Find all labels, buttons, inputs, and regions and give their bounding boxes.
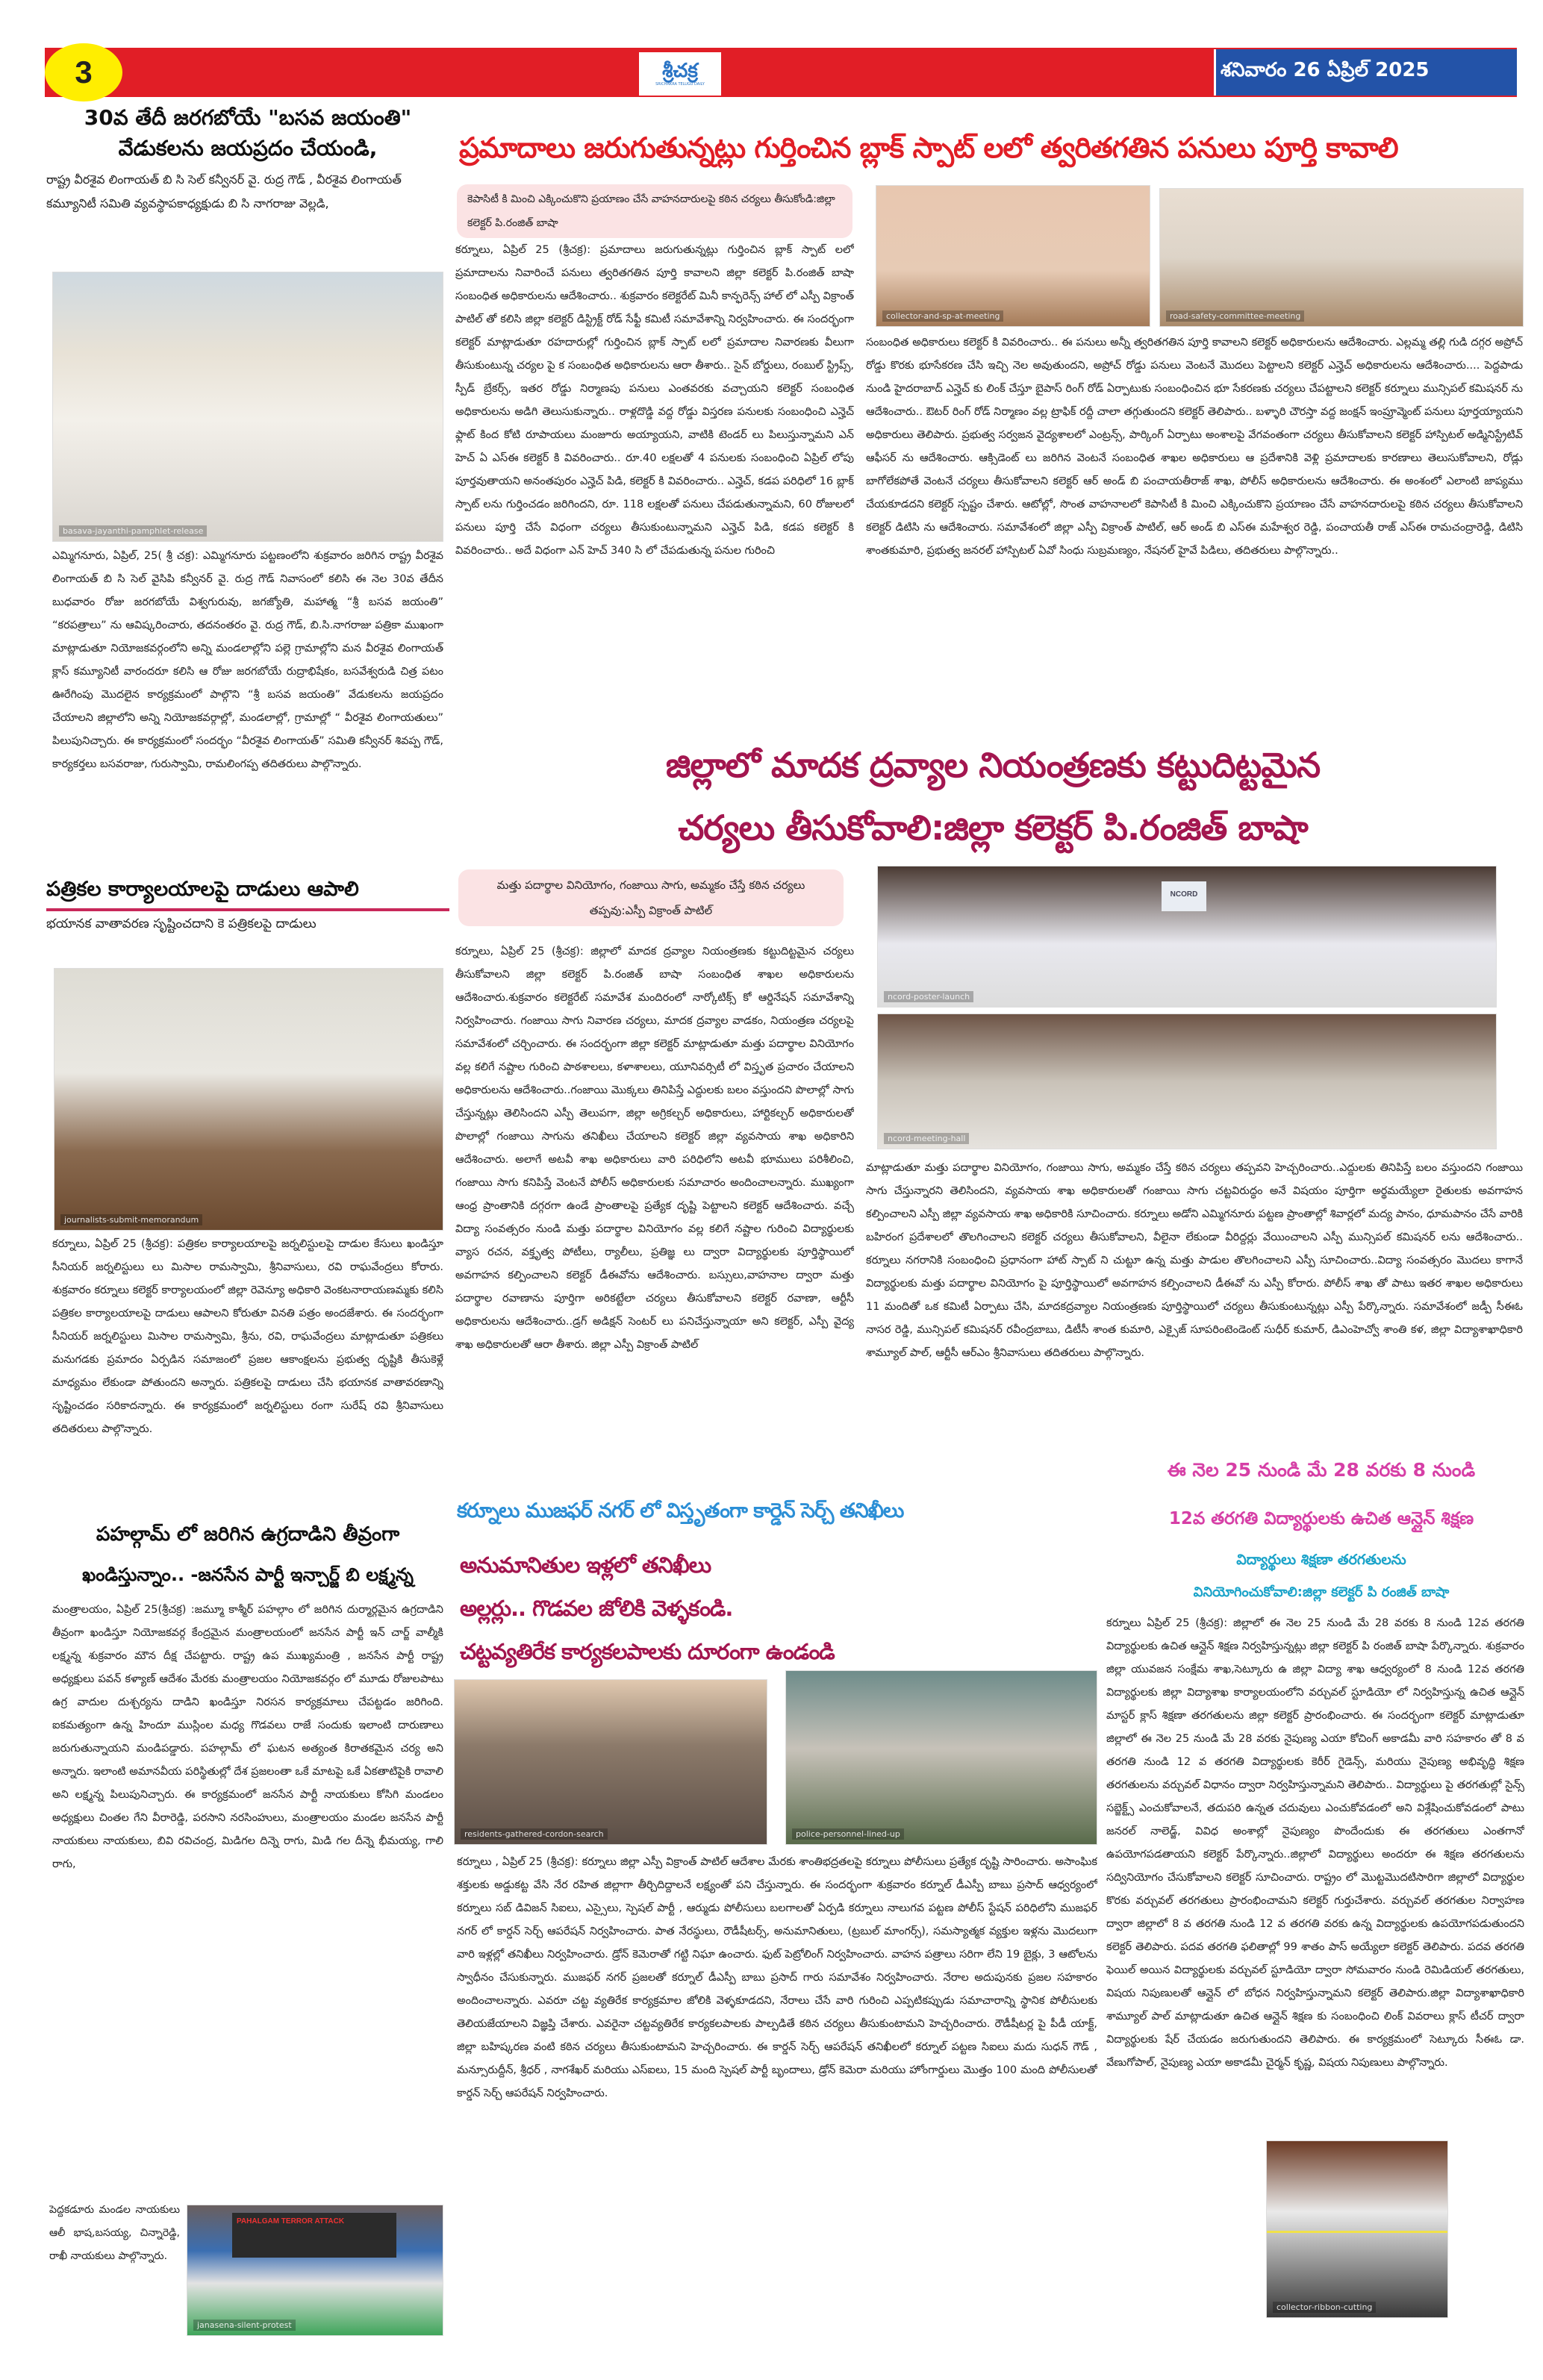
cordon-photo-1 (454, 1679, 767, 1845)
issue-date-text: శనివారం 26 ఏప్రిల్ 2025 (1221, 59, 1430, 81)
janasena-headline-line2: ఖండిస్తున్నాం.. -జనసేన పార్టీ ఇన్చార్జ్ బి లక్ష్మన్న (82, 1564, 414, 1585)
drugs-photo-1-alt: ncord-poster-launch (884, 991, 973, 1002)
cordon-sub-2: అల్లర్లు.. గొడవల జోలికి వెళ్ళకండి. (460, 1596, 733, 1621)
online-headline-line2: 12వ తరగతి విద్యార్థులకు ఉచిత ఆన్లైన్ శిక్షణ (1168, 1509, 1474, 1528)
drugs-photo-2-alt: ncord-meeting-hall (884, 1133, 969, 1144)
press-photo-alt: journalists-submit-memorandum (60, 1214, 202, 1225)
janasena-body: మంత్రాలయం, ఏప్రిల్ 25(శ్రీచక్ర) :జమ్మూ కాశ్మీర్ పహల్గాం లో జరిగిన దుర్మార్గమైన ఉగ్రదాడిని తీవ్రంగా ఖండిస్తూ నియోజకవర్గ కేంద్రమైన మంత్రాలయంలో జనసేన పార్టీ ఇన్ చార్జ్ వాల్మీకి లక్ష్మన్న శుక్రవారం మౌన దీక్ష చేపట్టారు. రాష్ట్ర ఉప ముఖ్యమంత్రి , జనసేన పార్టీ రాష్ట్ర అధ్యక్షులు పవన్ కళ్యాణ్ ఆదేశం మేరకు మంత్రాలయం నియోజకవర్గం లో మూడు రోజులపాటు ఉగ్ర వాదుల దుశ్చర్యను దాడిని ఖండిస్తూ నిరసన కార్యక్రమాలు చేపట్టడం జరిగింది. ఐకమత్యంగా ఉన్న హిందూ ముస్లింల మధ్య గొడవలు రాజే సందుకు ఇలాంటి దారుణాలు జరుగుతున్నాయని మండిపడ్డారు. పహల్గామ్ లో ఘటన అత్యంత కిరాతకమైన చర్య అని అన్నారు. ఇలాంటి అమానవీయ పరిస్థితుల్లో దేశ ప్రజలంతా ఒకే మాటపై ఒకే ఏకతాటిపైకి రావాలి అని లక్ష్మన్న పిలుపునిచ్చారు. ఈ కార్యక్రమంలో జనసేన పార్టీ నాయకులు కోసిగి మండలం అధ్యక్షులు చింతల గేని వీరారెడ్డి, పరసాని నరసింహులు, మంత్రాలయం మండల జనసేన పార్టీ నాయకులు నాయకులు, బివి రవిచంద్ర, మిడిగల దిన్నె రాగు, మిడి గల దీన్నె భీమయ్య, గాలి రాగు, (52, 1604, 443, 1870)
online-headline-line1: ఈ నెల 25 నుండి మే 28 వరకు 8 నుండి (1167, 1459, 1476, 1481)
online-sub-line2: వినియోగించుకోవాలి:జిల్లా కలెక్టర్ పి రంజిత్ బాషా (1193, 1584, 1450, 1600)
basava-photo-alt: basava-jayanthi-pamphlet-release (59, 525, 207, 537)
press-headline: పత్రికల కార్యాలయాలపై దాడులు ఆపాలి (46, 878, 359, 901)
logo-text: శ్రీచక్ర (662, 60, 698, 82)
janasena-photo-alt: janasena-silent-protest (193, 2320, 296, 2331)
basava-photo (52, 272, 443, 542)
logo-tagline: SRICHAKRA TELUGU DAILY (655, 82, 705, 87)
blackspot-body-col1: కర్నూలు, ఏప్రిల్ 25 (శ్రీచక్ర): ప్రమాదాలు జరుగుతున్నట్లు గుర్తించిన బ్లాక్ స్పాట్ లలో ప్రమాదాలను నివారించే పనులు త్వరితగతిన పూర్తి కావాలని జిల్లా కలెక్టర్ పి.రంజిత్ బాషా సంబంధిత అధికారులను ఆదేశించారు.. శుక్రవారం కలెక్టరేట్ మినీ కాన్ఫరెన్స్ హాల్ లో ఎస్పీ విక్రాంత్ పాటిల్ తో కలిసి జిల్లా కలెక్టర్ డిస్ట్రిక్ట్ రోడ్ సేఫ్టీ కమిటీ సమావేశాన్ని నిర్వహించారు. ఈ సందర్భంగా కలెక్టర్ మాట్లాడుతూ రహదారుల్లో గుర్తించిన బ్లాక్ స్పాట్ లలో ప్రమాదాల నివారణకు వీలుగా తీసుకుంటున్న చర్యల పై క సంబంధిత అధికారులను ఆరా తీశారు.. సైన్ బోర్డులు, రంబుల్ స్ట్రిప్స్, స్పీడ్ బ్రేకర్స్, ఇతర రోడ్డు నిర్మాణపు పనులు ఎంతవరకు వచ్చాయని కలెక్టర్ సంబంధిత అధికారులను అడిగి తెలుసుకున్నారు.. రాళ్లదొడ్డి వద్ద రోడ్డు విస్తరణ పనులకు సంబంధించి ఎన్హెచ్ ఫ్లాట్ కింద కోటి రూపాయలు మంజూరు అయ్యాయని, వాటికి టెండర్ లు పిలుస్తున్నామని ఎన్ హెచ్ ఏ ఎస్ఈ కలెక్టర్ కి వివరించారు.. రూ.40 లక్షలతో 4 పనులకు సంబంధించి ఏప్రిల్ లోపు పూర్తవుతాయని అనంతపురం ఎన్హెచ్ పిడి, కలెక్టర్ కి వివరించారు.. ఎన్హెచ్, కడప పరిధిలో 16 బ్లాక్ స్పాట్ లను గుర్తించడం జరిగిందని, రూ. 118 లక్షలతో పనులు చేపడుతున్నామని, 60 రోజులలో పనులు పూర్తి చేసే విధంగా చర్యలు తీసుకుంటున్నామని ఎన్హెచ్ పిడి, కడప కలెక్టర్ కి వివరించారు.. అదే విధంగా ఎన్ హెచ్ 340 సి లో చేపడుతున్న పనుల గురించి (455, 244, 854, 557)
online-body: కర్నూలు ఏప్రిల్ 25 (శ్రీచక్ర): జిల్లాలో ఈ నెల 25 నుండి మే 28 వరకు 8 నుండి 12వ తరగతి విద్యార్థులకు ఉచిత ఆన్లైన్ శిక్షణ నిర్వహిస్తున్నట్లు జిల్లా కలెక్టర్ పి రంజిత్ బాషా పేర్కొన్నారు. శుక్రవారం జిల్లా యువజన సంక్షేమ శాఖ,సెట్కూరు ఉ జిల్లా విద్యా శాఖ ఆధ్వర్యంలో 8 నుండి 12వ తరగతి విద్యార్థులకు జిల్లా విద్యాశాఖ కార్యాలయంలోని వర్చువల్ స్టూడియో లో నిర్వహిస్తున్న ఉచిత ఆన్లైన్ మాస్టర్ క్లాస్ శిక్షణా తరగతులను జిల్లా కలెక్టర్ ప్రారంభించారు. ఈ సందర్భంగా కలెక్టర్ మాట్లాడుతూ జిల్లాలో ఈ నెల 25 నుండి మే 28 వరకు నైపుణ్య ఎయా కోచింగ్ అకాడమీ వారి సహకారం తో 8 వ తరగతి నుండి 12 వ తరగతి విద్యార్థులకు కెరీర్ గైడెన్స్, మరియు నైపుణ్య అభివృద్ధి శిక్షణ తరగతులను వర్చువల్ విధానం ద్వారా నిర్వహిస్తున్నామని తెలిపారు.. విద్యార్థులు పై తరగతుల్లో సైన్స్ సబ్జెక్ట్స్ ఎంచుకోవాలనే, తదుపరి ఉన్నత చదువులు ఎంచుకోవడంలో అని విశ్లేషించుకోవడంలో పాటు జనరల్ నాలెడ్జ్, వివిధ అంశాల్లో నైపుణ్యం పొందేందుకు ఈ తరగతులు ఎంతగానో ఉపయోగపడతాయని కలెక్టర్ పేర్కొన్నారు..జిల్లాలో విద్యార్థులు అందరూ ఈ శిక్షణ తరగతులను సద్వినియోగం చేసుకోవాలని కలెక్టర్ సూచించారు. రాష్ట్రం లో మొట్టమొదటిసారిగా జిల్లాలో విద్యార్థుల కొరకు వర్చువల్ తరగతులు ప్రారంభించామని కలెక్టర్ గుర్తుచేశారు. వర్చువల్ తరగతుల నిర్వాహణ ద్వారా జిల్లాలో 8 వ తరగతి నుండి 12 వ తరగతి వరకు ఉన్న విద్యార్థులకు ఉపయోగపడుతుందని కలెక్టర్ తెలిపారు. పదవ తరగతి ఫలితాల్లో 99 శాతం పాస్ అయ్యేలా కలెక్టర్ తెలిపారు. పదవ తరగతి ఫెయిల్ అయిన విద్యార్థులకు వర్చువల్ స్టూడియో ద్వారా సోమవారం నుండి రెమిడియల్ తరగతులు, విషయ నిపుణులతో ఆన్లైన్ లో బోధన నిర్వహిస్తున్నామని కలెక్టర్ తెలిపారు.జిల్లా విద్యాశాఖాధికారి శామ్యూల్ పాల్ మాట్లాడుతూ ఉచిత ఆన్లైన్ శిక్షణ కు సంబంధించి లింక్ వివరాలు క్లాస్ టీచర్ ద్వారా విద్యార్థులకు షేర్ చేయడం జరుగుతుందని తెలిపారు. ఈ కార్యక్రమంలో సెట్కూరు సీఈఓ డా. వేణుగోపాల్, నైపుణ్య ఎయా అకాడమీ చైర్మన్ కృష్ణ, విషయ నిపుణులు పాల్గొన్నారు. (1106, 1617, 1524, 2069)
cordon-headline: కర్నూలు ముజఫర్ నగర్ లో విస్తృతంగా కార్డెన్ సెర్చ్ తనిఖీలు (457, 1499, 904, 1522)
press-subhead: భయానక వాతావరణ సృష్టించదాని కె పత్రికలపై దాడులు (46, 916, 317, 932)
cordon-photo-2-alt: police-personnel-lined-up (792, 1828, 904, 1840)
blackspot-pinkbox: కెపాసిటీ కి మించి ఎక్కించుకొని ప్రయాణం చేసే వాహనదారులపై కఠిన చర్యలు తీసుకోండి:జిల్లా కలెక్టర్ పి.రంజిత్ బాషా (457, 184, 852, 238)
page-number: 3 (75, 54, 93, 90)
basava-subhead: రాష్ట్ర వీరశైవ లింగాయత్ బి సి సెల్ కన్వీనర్ వై. రుద్ర గౌడ్ , వీరశైవ లింగాయత్ కమ్యూనిటీ సమితి వ్యవస్థాపకాధ్యక్షుడు బి సి నాగరాజు వెల్లడి, (46, 172, 402, 211)
drugs-photo-1 (877, 866, 1497, 1008)
page-number-badge (45, 43, 122, 101)
blackspot-photo-2-alt: road-safety-committee-meeting (1166, 310, 1304, 322)
cordon-sub-1: అనుమానితుల ఇళ్లలో తనిఖీలు (460, 1552, 711, 1578)
press-photo (54, 968, 443, 1231)
online-photo (1266, 2140, 1448, 2318)
issue-date (1214, 49, 1517, 96)
janasena-headline-line1: పహల్గామ్ లో జరిగిన ఉగ్రదాడిని తీవ్రంగా (96, 1523, 400, 1546)
blackspot-photo-1-alt: collector-and-sp-at-meeting (882, 310, 1003, 322)
janasena-body-tail: పెద్దకడూరు మండల నాయకులు ఆలీ భాష,బసయ్య, చిన్నారెడ్డి, రాఖీ నాయకులు పాల్గొన్నారు. (49, 2204, 180, 2262)
blackspot-photo-2 (1159, 188, 1524, 327)
basava-headline-line1: 30వ తేదీ జరగబోయే "బసవ జయంతి" (84, 105, 412, 130)
article-basava-jayanthi (46, 103, 449, 216)
drugs-headline-line1: జిల్లాలో మాదక ద్రవ్యాల నియంత్రణకు కట్టుదిట్టమైన (665, 745, 1321, 785)
cordon-photo-2 (785, 1670, 1097, 1845)
ncord-screen: NCORD (1162, 881, 1206, 911)
cordon-sub-3: చట్టవ్యతిరేక కార్యకలపాలకు దూరంగా ఉండండి (460, 1639, 835, 1664)
drugs-pinkbox: మత్తు పదార్థాల వినియోగం, గంజాయి సాగు, అమ్మకం చేస్తే కఠిన చర్యలు తప్పవు:ఎస్పీ విక్రాంత్ పాటిల్ (458, 869, 844, 926)
blackspot-headline: ప్రమాదాలు జరుగుతున్నట్లు గుర్తించిన బ్లాక్ స్పాట్ లలో త్వరితగతిన పనులు పూర్తి కావాలి (459, 131, 1398, 164)
cordon-body: కర్నూలు , ఏప్రిల్ 25 (శ్రీచక్ర): కర్నూలు జిల్లా ఎస్పీ విక్రాంత్ పాటిల్ ఆదేశాల మేరకు శాంతిభద్రతలపై కర్నూలు పోలీసులు ప్రత్యేక దృష్టి సారించారు. అసాంఘిక శక్తులకు అడ్డుకట్ట వేసి నేర రహిత జిల్లాగా తీర్చిదిద్దాలనే లక్ష్యంతో పని చేస్తున్నారు. ఈ సందర్భంగా శుక్రవారం కర్నూల్ డీఎస్పీ బాబు ప్రసాద్ ఆధ్వర్యంలో కర్నూలు సబ్ డివిజన్ సిఐలు, ఎస్సైలు, స్పెషల్ పార్టీ , ఆర్ముడు పోలీసులు బలగాలతో ఏర్పడి కర్నూలు నాలుగవ పట్టణ పోలీస్ స్టేషన్ పరిధిలోని ముజఫర్ నగర్ లో కార్డన్ సెర్చ్ ఆపరేషన్ నిర్వహించారు. పాత నేరస్థులు, రౌడీషీటర్స్, అనుమానితులు, (ట్రబుల్ మాంగర్స్), సమస్యాత్మక వ్యక్తుల ఇళ్లను మొదలుగా వారి ఇళ్లల్లో తనిఖీలు నిర్వహించారు. డ్రోన్ కెమెరాతో గట్టి నిఘా ఉంచారు. ఫుట్ పెట్రోలింగ్ నిర్వహించారు. వాహన పత్రాలు సరిగా లేని 19 బైక్లు, 3 ఆటోలను స్వాధీనం చేసుకున్నారు. ముజఫర్ నగర్ ప్రజలతో కర్నూల్ డీఎస్పీ బాబు ప్రసాద్ గారు సమావేశం నిర్వహించారు. నేరాల అదుపునకు ప్రజల సహకారం అందించాలన్నారు. ఎవరూ చట్ట వ్యతిరేక కార్యక్రమాల జోలికి వెళ్ళకూడదని, నేరాలు చేసే వారి గురించి ఎప్పటికప్పుడు సమాచారాన్ని స్థానిక పోలీసులకు తెలియజేయాలని విజ్ఞప్తి చేశారు. ఎవరైనా చట్టవ్యతిరేక కార్యకలపాలకు పాల్పడితే కఠిన చర్యలు తీసుకుంటామని హెచ్చరించారు. రౌడీషీటర్ల పై పీడీ యాక్ట్, జిల్లా బహిష్కరణ వంటి కఠిన చర్యలు తీసుకుంటామని హెచ్చరించారు. ఈ కార్డన్ సెర్చ్ ఆపరేషన్ తనిఖీలలో కర్నూల్ పట్టణ సిఐలు మదు సుధన్ గౌడ్ , మన్సూరుద్దీన్, శ్రీధర్ , నాగశేఖర్ మరియు ఎస్ఐలు, 15 మంది స్పెషల్ పార్టీ బృందాలు, డ్రోన్ కెమెరా మరియు హోంగార్డులు మొత్తం 100 మంది పోలీసులతో కార్డన్ సెర్చ్ ఆపరేషన్ నిర్వహించారు. (457, 1856, 1097, 2099)
newspaper-logo[interactable] (639, 52, 721, 96)
online-photo-alt: collector-ribbon-cutting (1273, 2302, 1376, 2313)
drugs-body-col1: కర్నూలు, ఏప్రిల్ 25 (శ్రీచక్ర): జిల్లాలో మాదక ద్రవ్యాల నియంత్రణకు కట్టుదిట్టమైన చర్యలు తీసుకోవాలని జిల్లా కలెక్టర్ పి.రంజిత్ బాషా సంబంధిత శాఖల అధికారులను ఆదేశించారు.శుక్రవారం కలెక్టరేట్ సమావేశ మందిరంలో నార్కోటిక్స్ కో ఆర్డినేషన్ సమావేశాన్ని నిర్వహించారు. గంజాయి సాగు నివారణ చర్యలు, మాదక ద్రవ్యాల వాడకం, నియంత్రణ చర్యలపై సమావేశంలో చర్చించారు. ఈ సందర్భంగా జిల్లా కలెక్టర్ మాట్లాడుతూ మత్తు పదార్థాల వినియోగం వల్ల కలిగే నష్టాల గురించి పాఠశాలలు, కళాశాలలు, యూనివర్సిటీ లో విస్తృత ప్రచారం చేయాలని అధికారులను ఆదేశించారు..గంజాయి మొక్కలు తినిపిస్తే ఎద్దులకు బలం వస్తుందని పొలాల్లో సాగు చేస్తున్నట్లు తెలిసిందని ఎస్పీ తెలుపగా, జిల్లా అగ్రికల్చర్ అధికారులు, హార్టికల్చర్ అధికారులతో పొలాల్లో గంజాయి సాగును తనిఖీలు చేయాలని కలెక్టర్ జిల్లా వ్యవసాయ శాఖ అధికారిని ఆదేశించారు. అలాగే అటవీ శాఖ అధికారులు వారి పరిధిలోని అటవీ భూములు పరిశీలించి, గంజాయి సాగు కనిపిస్తే వెంటనే పోలీస్ అధికారులకు సమాచారం అందించాలన్నారు. ముఖ్యంగా ఆంధ్ర ప్రాంతానికి దగ్గరగా ఉండే ప్రాంతాలపై ప్రత్యేక దృష్టి పెట్టాలని కలెక్టర్ ఆదేశించారు. వచ్చే విద్యా సంవత్సరం నుండి మత్తు పదార్థాల వినియోగం వల్ల కలిగే నష్టాల గురించి విద్యార్థులకు వ్యాస రచన, వక్తృత్వ పోటీలు, ర్యాలీలు, ప్రతిజ్ఞ లు ద్వారా విద్యార్థులకు పూర్తిస్థాయిలో అవగాహన కల్పించాలని కలెక్టర్ డీఈవోను ఆదేశించారు. బస్సులు,వాహనాల ద్వారా మత్తు పదార్థాల రవాణాను పూర్తిగా అరికట్టేలా చర్యలు తీసుకోవాలని కలెక్టర్ రవాణా, ఆర్టీసీ అధికారులను ఆదేశించారు..డ్రగ్ అడిక్షన్ సెంటర్ లు పనిచేస్తున్నాయా అని కలెక్టర్, ఎస్పీ వైద్య శాఖ అధికారులతో ఆరా తీశారు. జిల్లా ఎస్పీ విక్రాంత్ పాటిల్ (455, 946, 854, 1351)
basava-headline-line2: వేడుకలను జయప్రదం చేయండి, (118, 135, 378, 160)
drugs-photo-2 (877, 1013, 1497, 1149)
cordon-photo-1-alt: residents-gathered-cordon-search (461, 1828, 608, 1840)
drugs-headline-line2: చర్యలు తీసుకోవాలి:జిల్లా కలెక్టర్ పి.రంజిత్ బాషా (678, 808, 1308, 848)
protest-banner: PAHALGAM TERROR ATTACK (232, 2213, 396, 2258)
basava-body: ఎమ్మిగనూరు, ఏప్రిల్, 25( శ్రీ చక్ర): ఎమ్మిగనూరు పట్టణంలోని శుక్రవారం జరిగిన రాష్ట్ర వీరశైవ లింగాయత్ బి సి సెల్ వైసిపి కన్వీనర్ వై. రుద్ర గౌడ్ నివాసంలో కలిసి ఈ నెల 30వ తేదీన బుధవారం రోజు జరగబోయే విశ్వగురువు, జగజ్యోతి, మహాత్మ “శ్రీ బసవ జయంతి” “కరపత్రాలు” ను ఆవిష్కరించారు, తదనంతరం వై. రుద్ర గౌడ్, బి.సి.నాగరాజు పత్రికా ముఖంగా మాట్లాడుతూ నియోజకవర్గంలోని అన్ని మండలాల్లోని పల్లె గ్రామాల్లోని మన వీరశైవ లింగాయత్ క్లాస్ కమ్యూనిటీ వారందరూ కలిసి ఆ రోజు జరగబోయే రుద్రాభిషేకం, బసవేశ్వరుడి చిత్ర పటం ఊరేగింపు మొదలైన కార్యక్రమంలో పాల్గొని “శ్రీ బసవ జయంతి” వేడుకలను జయప్రదం చేయాలని జిల్లాలోని అన్ని నియోజకవర్గాల్లో, మండలాల్లో, గ్రామాల్లో “ వీరశైవ లింగాయతులు” పిలుపునిచ్చారు. ఈ కార్యక్రమంలో సందర్భం “వీరశైవ లింగాయత్” సమితి కన్వీనర్ శివప్ప గౌడ్, కార్యకర్తలు బసవరాజు, గురుస్వామి, రామలింగప్ప తదితరులు పాల్గొన్నారు. (52, 550, 443, 770)
press-body: కర్నూలు, ఏప్రిల్ 25 (శ్రీచక్ర): పత్రికల కార్యాలయాలపై జర్నలిస్టులపై దాడుల కేసులు ఖండిస్తూ సీనియర్ జర్నలిస్టులు లు మిసాల రామస్వామి, శ్రీనివాసులు, రవి రాఘవేంద్రలు కోరారు. శుక్రవారం కర్నూలు కలెక్టర్ కార్యాలయంలో జిల్లా రెవెన్యూ అధికారి వెంకటనారాయణమ్మకు కలిసి పత్రికల కార్యాలయాలపై దాడులు ఆపాలని కోరుతూ వినతి పత్రం అందజేశారు. ఈ సందర్భంగా సీనియర్ జర్నలిస్టులు మిసాల రామస్వామి, శ్రీను, రవి, రాఘవేంద్రలు మాట్లాడుతూ పత్రికలు మనుగడకు ప్రమాదం ఏర్పడిన సమాజంలో ప్రజల ఆకాంక్షలను ప్రభుత్వ దృష్టికి తీసుకెళ్లే మాధ్యమం లేకుండా పోతుందని అన్నారు. పత్రికలపై దాడులు చేసి భయానక వాతావరణాన్ని సృష్టించడం సరికాదన్నారు. ఈ కార్యక్రమంలో జర్నలిస్టులు రంగా సురేష్ రవి శ్రీనివాసులు తదితరులు పాల్గొన్నారు. (52, 1238, 443, 1435)
article-janasena (46, 1514, 449, 1594)
blackspot-body-col2: సంబంధిత అధికారులు కలెక్టర్ కి వివరించారు.. ఈ పనులు అన్నీ త్వరితగతిన పూర్తి కావాలని కలెక్టర్ అధికారులను ఆదేశించారు. ఎల్లమ్మ తల్లి గుడి దగ్గర అప్రోచ్ రోడ్డు కొరకు భూసేకరణ చేసి ఇచ్చి నెల అవుతుందని, అప్రోచ్ రోడ్డు పనులు వెంటనే మొదలు పెట్టాలని కలెక్టర్ ఎన్హెచ్ అధికారులను ఆదేశించారు.... పెద్దపాడు నుండి హైదరాబాద్ ఎన్హెచ్ కు లింక్ చేస్తూ బైపాస్ రింగ్ రోడ్ ఏర్పాటుకు సంబంధించిన భూ సేకరణకు చర్యలు చేపట్టాలని కలెక్టర్ కర్నూలు మున్సిపల్ కమిషనర్ ను ఆదేశించారు.. ఔటర్ రింగ్ రోడ్ నిర్మాణం వల్ల ట్రాఫిక్ రద్దీ చాలా తగ్గుతుందని కలెక్టర్ తెలిపారు.. బళ్ళారి చౌరస్తా వద్ద జంక్షన్ ఇంప్రూవ్మెంట్ పనులు పూర్తయ్యాయని అధికారులు తెలిపారు. ప్రభుత్వ సర్వజన వైద్యశాలలో ఎంట్రన్స్, పార్కింగ్ ఏర్పాటు అంశాలపై వేగవంతంగా చర్యలు తీసుకోవాలని కలెక్టర్ హాస్పిటల్ అడ్మినిస్ట్రేటివ్ ఆఫీసర్ ను ఆదేశించారు. ఆక్సిడెంట్ లు జరిగిన వెంటనే సంబంధిత శాఖల అధికారులు ఆ ప్రదేశానికి వెళ్లి ప్రమాదాలకు కారణాలు తెలుసుకోవాలని, రోడ్లు బాగోలేకపోతే వెంటనే చర్యలు తీసుకోవాలని కలెక్టర్ ఆర్ అండ్ బి పంచాయతీరాజ్ శాఖ, పోలీస్ అధికారులను ఆదేశించారు. ఈ అంశంలో ఎలాంటి జాప్యము చేయకూడదని కలెక్టర్ స్పష్టం చేశారు. ఆటోల్లో, సొంత వాహనాలలో కెపాసిటీ కి మించి ఎక్కించుకొని ప్రయాణం చేసే వాహనదారులపై కఠిన చర్యలు తీసుకోవాలని కలెక్టర్ డిటిసి ను ఆదేశించారు. సమావేశంలో జిల్లా ఎస్పీ విక్రాంత్ పాటిల్, ఆర్ అండ్ బి ఎస్ఈ మహేశ్వర రెడ్డి, పంచాయతీ రాజ్ ఎస్ఈ రామచంద్రారెడ్డి, డిటిసి శాంతకుమారి, ప్రభుత్వ జనరల్ హాస్పిటల్ ఏవో సింధు సుబ్రమణ్యం, నేషనల్ హైవే పిడిలు, తదితరులు పాల్గొన్నారు.. (866, 337, 1523, 557)
article-press-attacks (46, 875, 449, 937)
ribbon (1267, 2231, 1447, 2233)
drugs-body-col2: మాట్లాడుతూ మత్తు పదార్థాల వినియోగం, గంజాయి సాగు, అమ్మకం చేస్తే కఠిన చర్యలు తప్పవని హెచ్చరించారు..ఎద్దులకు తినిపిస్తే బలం వస్తుందని గంజాయి సాగు చేస్తున్నారని తెలిసిందని, వ్యవసాయ శాఖ అధికారులతో గంజాయి సాగు చట్టవిరుద్ధం అనే విషయం పూర్తిగా అర్థమయ్యేలా రైతులకు అవగాహన కల్పించాలని ఎస్పీ జిల్లా వ్యవసాయ శాఖ అధికారికి సూచించారు. కర్నూలు అడోని ఎమ్మిగనూరు పట్టణ ప్రాంతాల్లో శివార్లలో మద్య పానం, ధూమపానం చేసే వారికి బహిరంగ ప్రదేశాలలో తొలగించాలని కలెక్టర్ చర్యలు తీసుకోవాలని, వీలైనా లేకుండా వీరిద్దర్లు వేయించాలని ఎస్పీ మున్సిపల్ కమిషనర్ లను ఆదేశించారు.. కర్నూలు నగరానికి సంబంధించి ప్రధానంగా హాట్ స్పాట్ ని చుట్టూ ఉన్న మత్తు పాడుల తొలగించాలని ఎస్పీ సూచించారు..విద్యా సంవత్సరం మొదలు కాగానే విద్యార్థులకు మత్తు పదార్థాల వినియోగం పై పూర్తిస్థాయిలో అవగాహన కల్పించాలని డీఈవో ను ఎస్పీ కోరారు. పోలీస్ శాఖ తో పాటు ఇతర శాఖల అధికారులు 11 మందితో ఒక కమిటీ ఏర్పాటు చేసి, మాదకద్రవ్యాల నియంత్రణకు పూర్తిస్థాయిలో చర్యలు తీసుకుంటున్నట్లు ఎస్పీ పేర్కొన్నారు. సమావేశంలో జడ్పీ సీఈఓ నాసర రెడ్డి, మున్సిపల్ కమిషనర్ రవీంద్రబాబు, డిటీసీ శాంత కుమారి, ఎక్సైజ్ సూపరింటెండెంట్ సుధీర్ కుమార్, డిఎంహెచ్వో శాంతి కళ, జిల్లా విద్యాశాఖాధికారి శామ్యూల్ పాల్, ఆర్టీసీ ఆర్ఎం శ్రీనివాసులు తదితరులు పాల్గొన్నారు. (866, 1162, 1523, 1359)
janasena-photo (187, 2205, 443, 2336)
online-sub-line1: విద్యార్థులు శిక్షణా తరగతులను (1236, 1552, 1406, 1568)
blackspot-photo-1 (876, 185, 1150, 327)
